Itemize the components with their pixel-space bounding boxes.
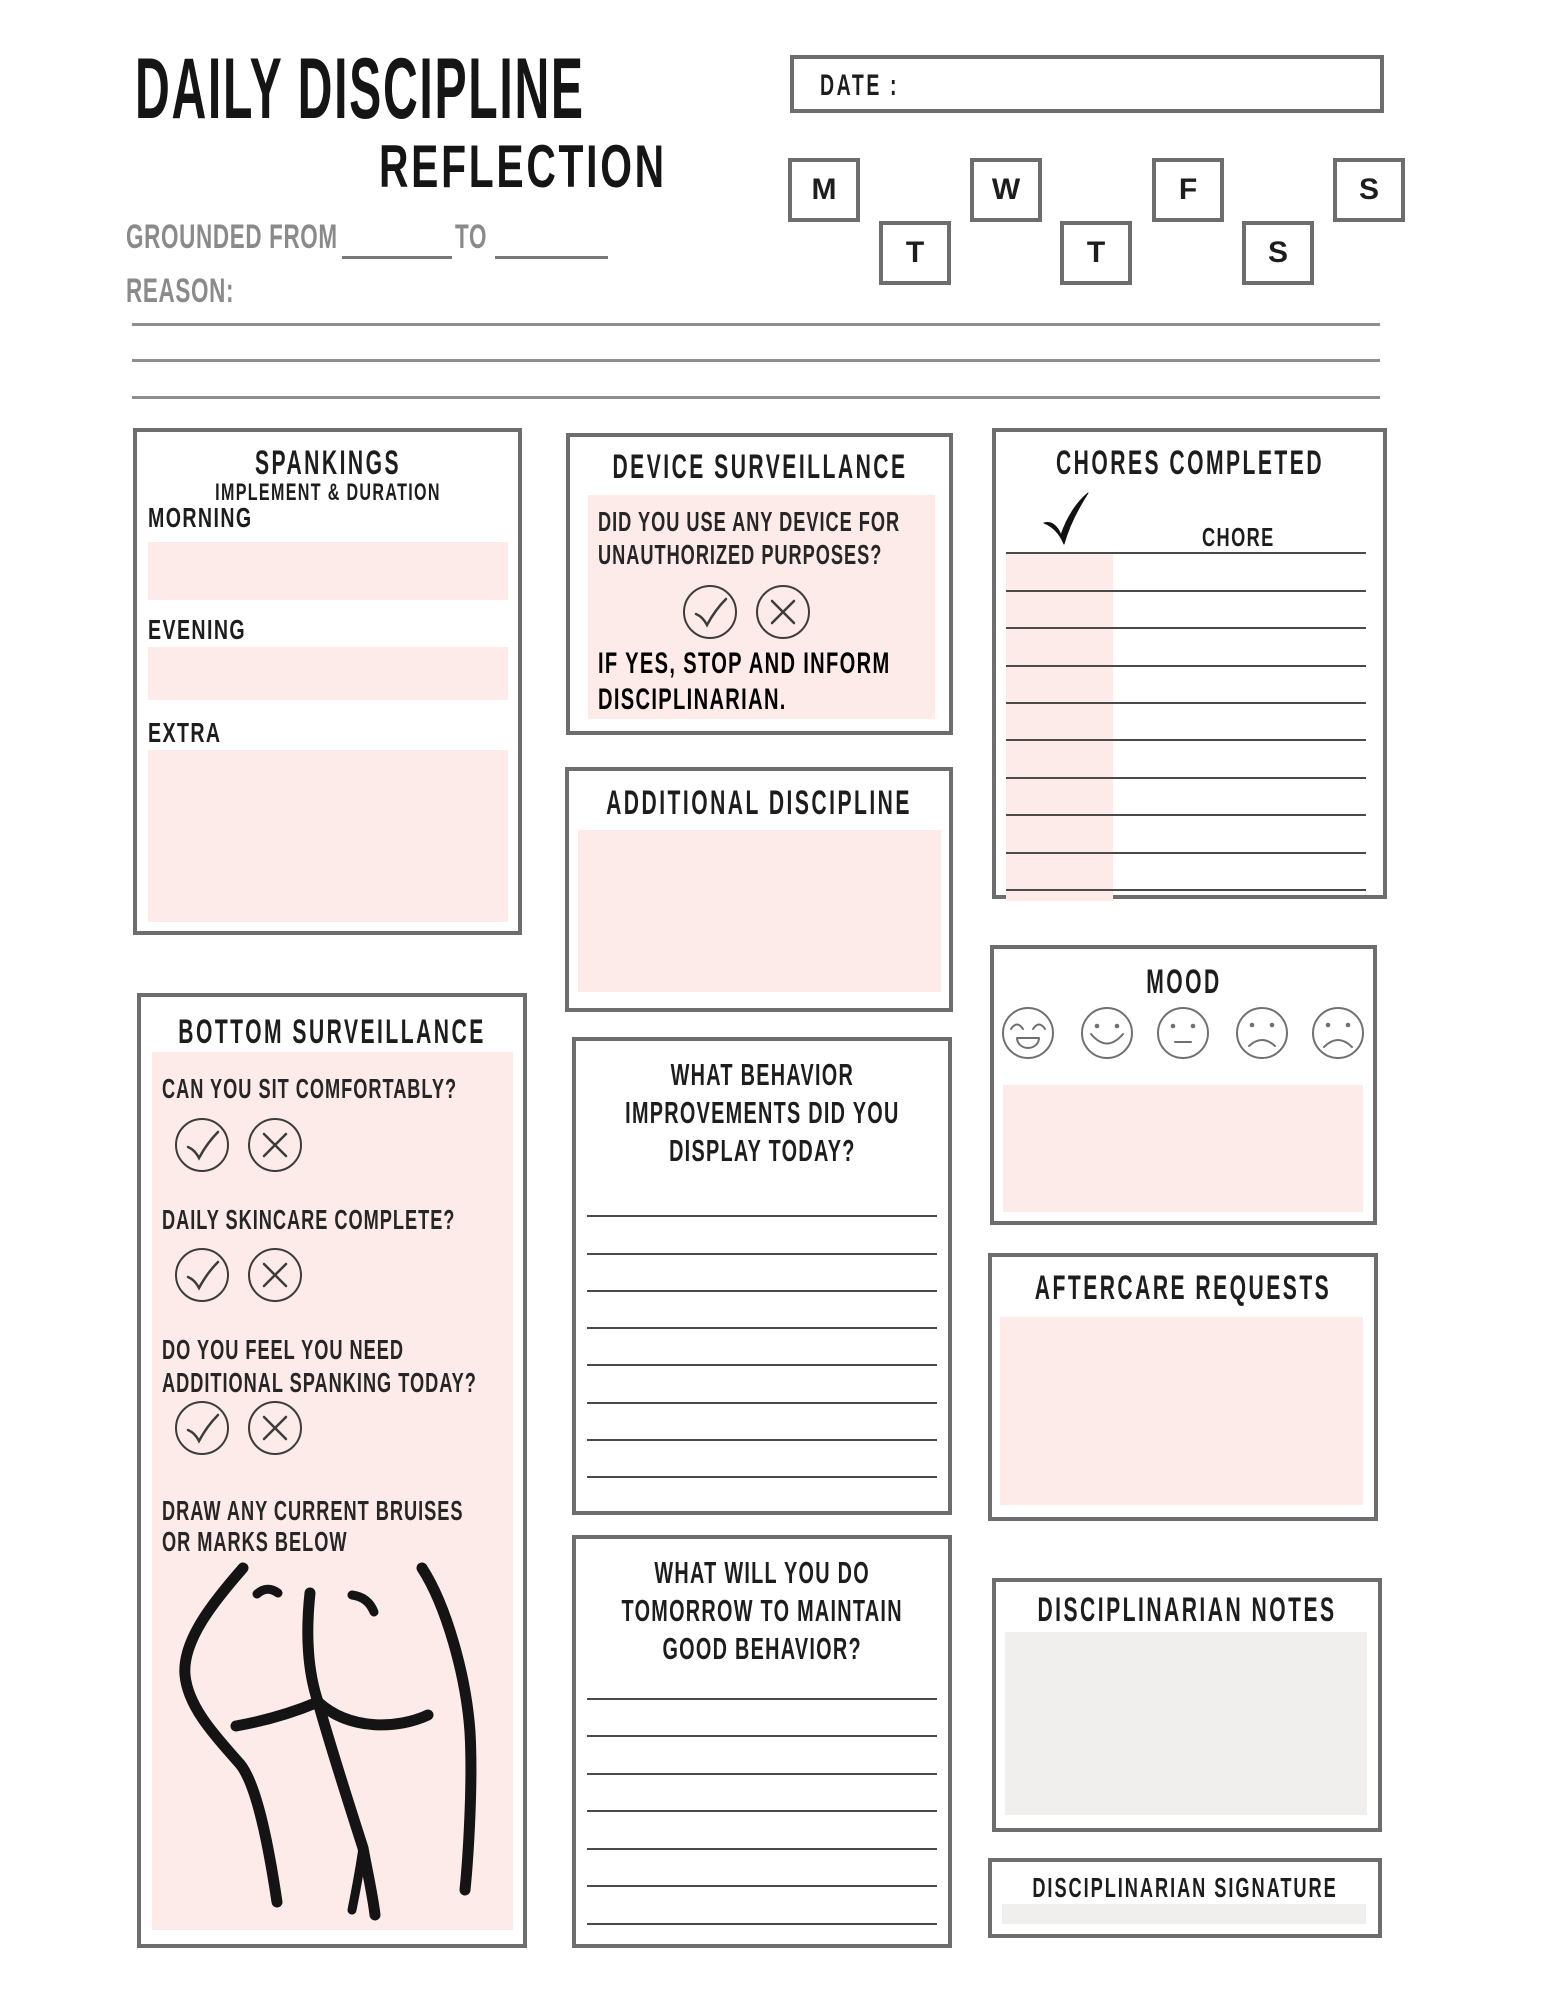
disciplinarian-signature-section xyxy=(988,1858,1382,1938)
day-checkbox-wed[interactable]: W xyxy=(970,158,1042,222)
x-circle-icon[interactable] xyxy=(247,1400,303,1456)
reason-lines[interactable] xyxy=(132,289,1380,399)
behavior-improvements-title: WHAT BEHAVIOR IMPROVEMENTS DID YOU DISPLAY TODAY? xyxy=(624,1057,900,1168)
extra-field[interactable] xyxy=(148,750,508,922)
to-label: TO xyxy=(455,218,488,256)
day-checkbox-sat[interactable]: S xyxy=(1242,221,1314,285)
mood-face-sad-icon[interactable] xyxy=(1310,1005,1366,1061)
morning-field[interactable] xyxy=(148,542,508,600)
mood-face-frowning-icon[interactable] xyxy=(1234,1005,1290,1061)
x-circle-icon[interactable] xyxy=(247,1247,303,1303)
device-surveillance-section xyxy=(566,433,953,735)
chores-section xyxy=(992,428,1387,899)
disciplinarian-signature-title: DISCIPLINARIAN SIGNATURE xyxy=(1032,1872,1338,1903)
check-circle-icon[interactable] xyxy=(174,1400,230,1456)
check-circle-icon[interactable] xyxy=(174,1117,230,1173)
spankings-section xyxy=(133,428,522,935)
skincare-question: DAILY SKINCARE COMPLETE? xyxy=(162,1204,456,1235)
tomorrow-plan-title: WHAT WILL YOU DO TOMORROW TO MAINTAIN GOOD BEHAVIOR? xyxy=(621,1555,903,1666)
disciplinarian-signature-field[interactable] xyxy=(1002,1904,1366,1924)
additional-discipline-section xyxy=(565,767,953,1012)
disciplinarian-notes-field[interactable] xyxy=(1005,1632,1367,1815)
evening-label: EVENING xyxy=(148,614,247,645)
day-checkbox-mon[interactable]: M xyxy=(788,158,860,222)
aftercare-title: AFTERCARE REQUESTS xyxy=(1034,1269,1332,1307)
draw-bruises-prompt: DRAW ANY CURRENT BRUISES OR MARKS BELOW xyxy=(162,1495,464,1557)
bottom-surveillance-title: BOTTOM SURVEILLANCE xyxy=(178,1013,486,1051)
extra-label: EXTRA xyxy=(148,717,222,748)
evening-field[interactable] xyxy=(148,647,508,700)
tomorrow-plan-section xyxy=(572,1535,952,1948)
date-box[interactable] xyxy=(790,55,1384,113)
device-surveillance-title: DEVICE SURVEILLANCE xyxy=(611,448,908,486)
check-circle-icon[interactable] xyxy=(682,584,738,640)
grounded-to-line[interactable] xyxy=(495,256,608,259)
page-title: DAILY DISCIPLINE xyxy=(135,41,585,137)
behavior-improvements-section xyxy=(572,1037,952,1515)
device-question: DID YOU USE ANY DEVICE FOR UNAUTHORIZED PURPOSES? xyxy=(598,506,901,570)
day-checkbox-tue[interactable]: T xyxy=(879,221,951,285)
additional-discipline-title: ADDITIONAL DISCIPLINE xyxy=(606,784,912,822)
disciplinarian-notes-title: DISCIPLINARIAN NOTES xyxy=(1037,1591,1337,1629)
reason-label: REASON: xyxy=(126,272,235,310)
date-label: DATE : xyxy=(820,69,900,102)
mood-face-neutral-icon[interactable] xyxy=(1155,1005,1211,1061)
tomorrow-writing-lines[interactable] xyxy=(587,1662,937,1925)
mood-title: MOOD xyxy=(1145,963,1222,1001)
chores-rows[interactable] xyxy=(1006,517,1366,891)
mood-face-smiling-icon[interactable] xyxy=(1079,1005,1135,1061)
spankings-title: SPANKINGS xyxy=(254,444,401,482)
page-subtitle: REFLECTION xyxy=(379,133,667,200)
day-checkbox-thu[interactable]: T xyxy=(1060,221,1132,285)
disciplinarian-notes-section xyxy=(992,1578,1382,1832)
grounded-label: GROUNDED FROM xyxy=(126,218,338,256)
chore-column-header: CHORE xyxy=(1202,522,1275,552)
x-circle-icon[interactable] xyxy=(755,584,811,640)
additional-discipline-field[interactable] xyxy=(578,830,941,992)
check-circle-icon[interactable] xyxy=(174,1247,230,1303)
chores-title: CHORES COMPLETED xyxy=(1055,444,1324,482)
aftercare-section xyxy=(988,1253,1378,1521)
spankings-subtitle: IMPLEMENT & DURATION xyxy=(214,479,441,506)
mood-field[interactable] xyxy=(1003,1085,1363,1212)
grounded-from-line[interactable] xyxy=(342,256,452,259)
morning-label: MORNING xyxy=(148,502,253,533)
x-circle-icon[interactable] xyxy=(247,1117,303,1173)
day-checkbox-sun[interactable]: S xyxy=(1333,158,1405,222)
additional-spanking-question: DO YOU FEEL YOU NEED ADDITIONAL SPANKING TODAY? xyxy=(162,1334,477,1398)
behavior-writing-lines[interactable] xyxy=(587,1180,937,1478)
mood-section xyxy=(990,945,1377,1225)
aftercare-field[interactable] xyxy=(1000,1317,1363,1505)
bottom-surveillance-section xyxy=(137,993,527,1948)
mood-face-grinning-icon[interactable] xyxy=(1000,1005,1056,1061)
day-checkbox-fri[interactable]: F xyxy=(1152,158,1224,222)
buttocks-line-drawing[interactable] xyxy=(160,1545,510,1923)
sit-comfortably-question: CAN YOU SIT COMFORTABLY? xyxy=(162,1073,458,1104)
device-warning: IF YES, STOP AND INFORM DISCIPLINARIAN. xyxy=(598,647,891,716)
